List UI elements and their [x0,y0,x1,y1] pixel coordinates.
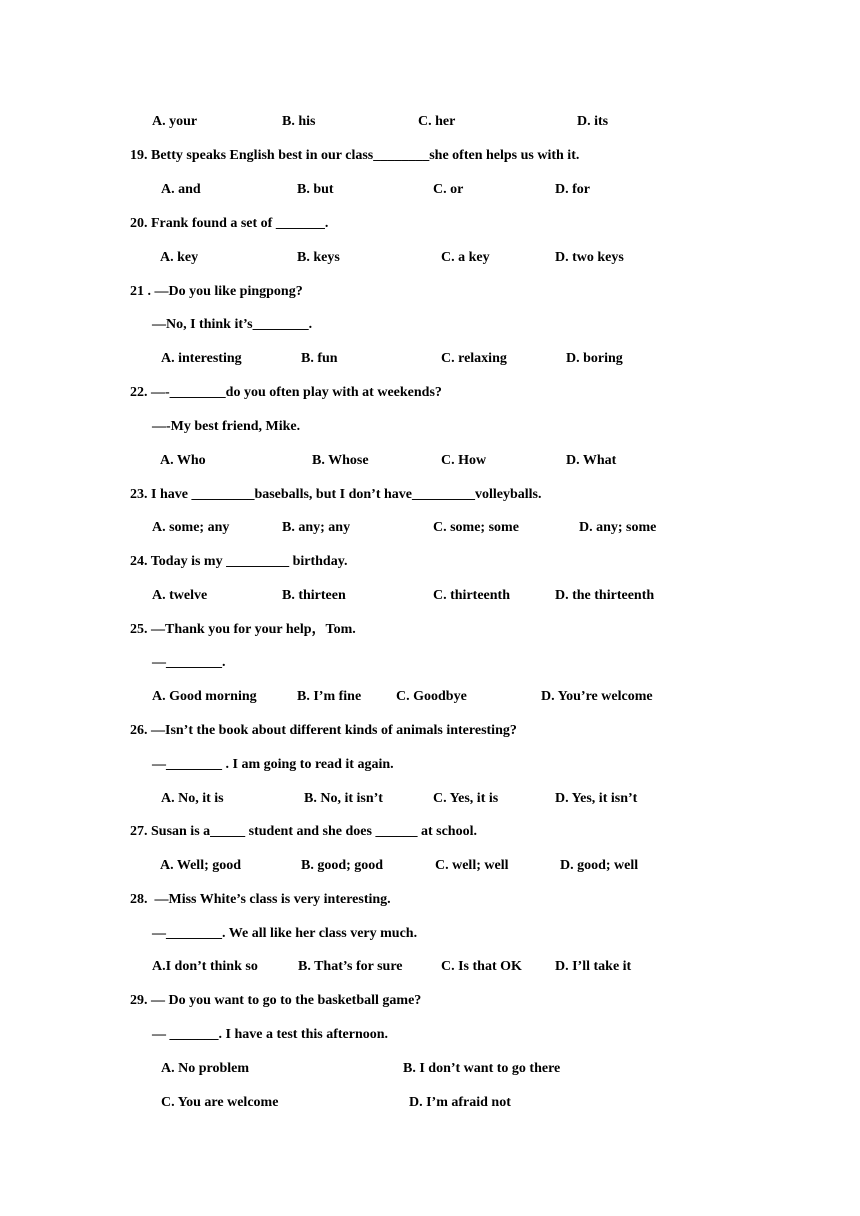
answer-option: A. Good morning [152,689,257,704]
answer-option: B. any; any [282,520,351,535]
question-line: 29. — Do you want to go to the basketball game? [130,993,422,1008]
question-line: —________ . I am going to read it again. [152,757,394,772]
question-line: —________. [152,655,226,670]
answer-option: C. her [418,114,456,129]
answer-option: B. but [297,182,334,197]
answer-option: C. Is that OK [441,959,522,974]
answer-option: D. I’ll take it [555,959,632,974]
answer-option: C. or [433,182,464,197]
answer-option: A. No problem [161,1061,250,1076]
answer-option: C. some; some [433,520,519,535]
answer-option: A. your [152,114,198,129]
answer-option: C. Goodbye [396,689,467,704]
question-line: —-My best friend, Mike. [152,419,301,434]
answer-option: C. You are welcome [161,1095,279,1110]
question-line: 28. —Miss White’s class is very interesting. [130,892,391,907]
answer-option: A. some; any [152,520,230,535]
answer-option: B. his [282,114,316,129]
answer-option: B. Whose [312,453,369,468]
answer-option: A. Who [160,453,206,468]
question-line: 20. Frank found a set of _______. [130,216,329,231]
question-line: 22. —-________do you often play with at weekends? [130,385,442,400]
answer-option: C. Yes, it is [433,791,499,806]
answer-option: D. for [555,182,590,197]
answer-option: D. good; well [560,858,639,873]
answer-option: A. No, it is [161,791,224,806]
answer-option: D. any; some [579,520,657,535]
question-line: 24. Today is my _________ birthday. [130,554,348,569]
question-line: 26. —Isn’t the book about different kinds of animals interesting? [130,723,517,738]
answer-option: C. thirteenth [433,588,510,603]
answer-option: C. relaxing [441,351,507,366]
answer-option: D. What [566,453,617,468]
question-line: — _______. I have a test this afternoon. [152,1027,389,1042]
answer-option: D. Yes, it isn’t [555,791,638,806]
question-line: 27. Susan is a_____ student and she does ______ at school. [130,824,477,839]
answer-option: B. I don’t want to go there [403,1061,561,1076]
answer-option: A. Well; good [160,858,242,873]
answer-option: B. No, it isn’t [304,791,383,806]
answer-option: D. two keys [555,250,624,265]
answer-option: D. its [577,114,609,129]
question-line: 19. Betty speaks English best in our class________she often helps us with it. [130,148,580,163]
question-line: 21 . —Do you like pingpong? [130,284,303,299]
answer-option: B. I’m fine [297,689,362,704]
answer-option: C. a key [441,250,490,265]
question-line: 25. —Thank you for your help，Tom. [130,622,356,637]
answer-option: A. and [161,182,201,197]
question-line: 23. I have _________baseballs, but I don’t have_________volleyballs. [130,487,542,502]
answer-option: B. good; good [301,858,384,873]
answer-option: B. That’s for sure [298,959,403,974]
answer-option: A.I don’t think so [152,959,258,974]
answer-option: D. You’re welcome [541,689,653,704]
answer-option: B. fun [301,351,338,366]
answer-option: B. keys [297,250,340,265]
answer-option: C. well; well [435,858,509,873]
answer-option: A. twelve [152,588,208,603]
answer-option: D. boring [566,351,623,366]
question-line: —________. We all like her class very much. [152,926,418,941]
answer-option: A. interesting [161,351,242,366]
answer-option: C. How [441,453,487,468]
answer-option: A. key [160,250,199,265]
answer-option: D. the thirteenth [555,588,655,603]
question-line: —No, I think it’s________. [152,317,313,332]
answer-option: D. I’m afraid not [409,1095,511,1110]
answer-option: B. thirteen [282,588,346,603]
